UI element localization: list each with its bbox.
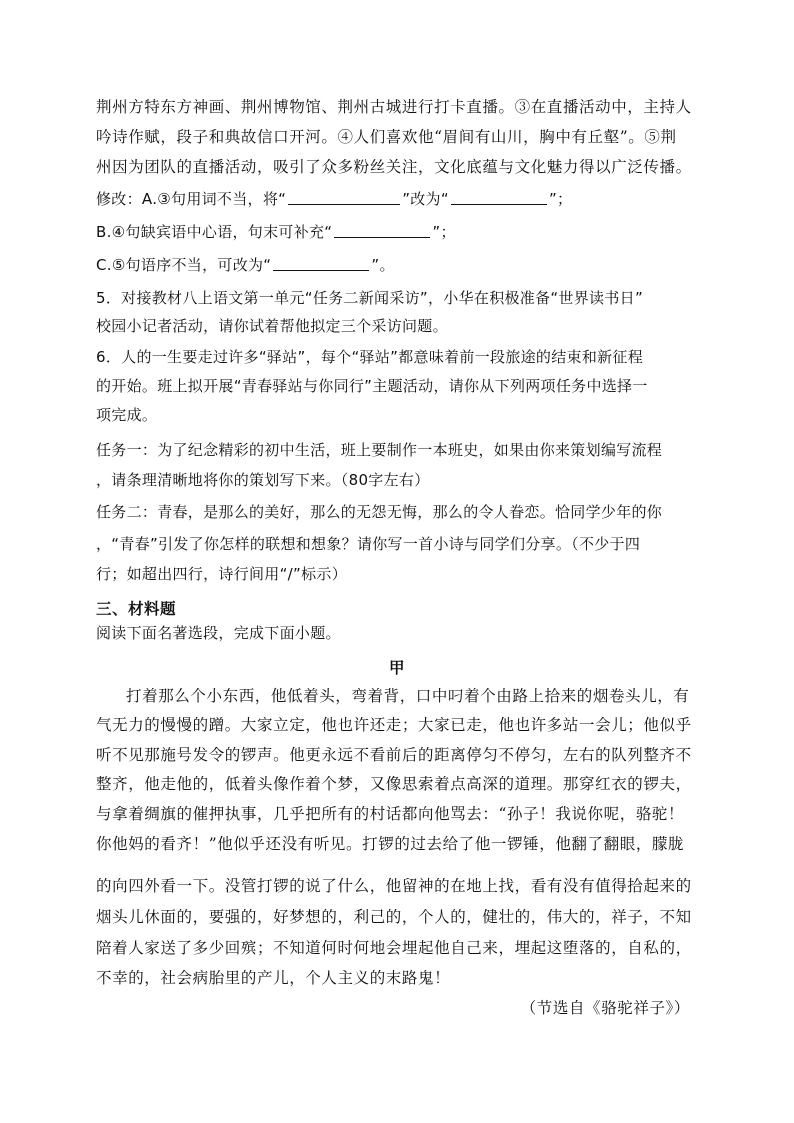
excerpt-line: 听不见那施号发令的锣声。他更永远不看前后的距离停匀不停匀，左右的队列整齐不 [96, 746, 692, 764]
revision-a-mid: ”改为“ [402, 190, 449, 208]
section-instruction: 阅读下面名著选段，完成下面小题。 [96, 624, 341, 642]
passage-line: 荆州方特东方神画、荆州博物馆、荆州古城进行打卡直播。③在直播活动中，主持人 [96, 98, 692, 116]
task-1-line: 任务一：为了纪念精彩的初中生活，班上要制作一本班史，如果由你来策划编写流程 [96, 441, 663, 459]
answer-blank[interactable] [451, 190, 547, 205]
revision-a [96, 189, 572, 209]
task-2-line: 任务二：青春，是那么的美好，那么的无怨无悔，那么的令人眷恋。恰同学少年的你 [96, 503, 663, 521]
excerpt-line: 打着那么个小东西，他低着头，弯着背，口中叼着个由路上拾来的烟卷头儿，有 [126, 687, 690, 705]
revision-c [96, 255, 395, 275]
revision-c-prefix: C.⑤句语序不当，可改为“ [96, 256, 272, 274]
excerpt-line: 气无力的慢慢的蹭。大家立定，他也许还走；大家已走，他也许多站一会儿；他似乎 [96, 716, 692, 734]
excerpt-label: 甲 [388, 658, 406, 677]
question-5-line: 校园小记者活动，请你试着帮他拟定三个采访问题。 [96, 317, 448, 335]
revision-b [96, 222, 456, 242]
revision-a-prefix: 修改：A.③句用词不当，将“ [96, 190, 287, 208]
excerpt-line: 你他妈的看齐！”他似乎还没有听见。打锣的过去给了他一锣锤，他翻了翻眼，朦胧 [96, 835, 685, 853]
excerpt-line: 的向四外看一下。没管打锣的说了什么，他留神的在地上找，看有没有值得拾起来的 [96, 877, 692, 895]
task-2-line: ，“青春”引发了你怎样的联想和想象？请你写一首小诗与同学们分享。（不少于四 [96, 535, 641, 553]
section-title: 三、材料题 [96, 600, 177, 618]
question-6-line: 项完成。 [96, 406, 158, 424]
answer-blank[interactable] [288, 190, 400, 205]
answer-blank[interactable] [273, 256, 369, 271]
excerpt-line: 不幸的，社会病胎里的产儿，个人主义的末路鬼！ [96, 969, 451, 987]
excerpt-line: 整齐，他走他的，低着头像作着个梦，又像思索着点高深的道理。那穿红衣的锣夫， [96, 775, 692, 793]
revision-a-suffix: ”； [548, 190, 573, 208]
excerpt-line: 烟头儿休面的，要强的，好梦想的，利己的，个人的，健壮的，伟大的，祥子，不知 [96, 908, 692, 926]
revision-b-prefix: B.④句缺宾语中心语，句末可补充“ [96, 223, 333, 241]
passage-line: 州因为团队的直播活动，吸引了众多粉丝关注，文化底蕴与文化魅力得以广泛传播。 [96, 158, 692, 176]
passage-line: 吟诗作赋，段子和典故信口开河。④人们喜欢他“眉间有山川，胸中有丘壑”。⑤荆 [96, 128, 677, 146]
revision-b-suffix: ”； [432, 223, 456, 241]
task-1-line: ，请条理清晰地将你的策划写下来。（80字左右） [96, 471, 430, 489]
excerpt-line: 与拿着绸旗的催押执事，几乎把所有的村话都向他骂去：“孙子！我说你呢，骆驼！ [96, 805, 685, 823]
question-6-line: 的开始。班上拟开展“青春驿站与你同行”主题活动，请你从下列两项任务中选择一 [96, 377, 648, 395]
task-2-line: 行；如超出四行，诗行间用“/”标示） [96, 565, 347, 583]
excerpt-source: （节选自《骆驼祥子》） [520, 999, 690, 1017]
question-6-line: 6．人的一生要走过许多“驿站”，每个“驿站”都意味着前一段旅途的结束和新征程 [96, 348, 644, 366]
revision-c-suffix: ”。 [371, 256, 395, 274]
excerpt-line: 陪着人家送了多少回殡；不知道何时何地会埋起他自己来，埋起这堕落的，自私的， [96, 939, 692, 957]
answer-blank[interactable] [334, 223, 430, 238]
question-5-line: 5．对接教材八上语文第一单元“任务二新闻采访”，小华在积极准备“世界读书日” [96, 289, 644, 307]
